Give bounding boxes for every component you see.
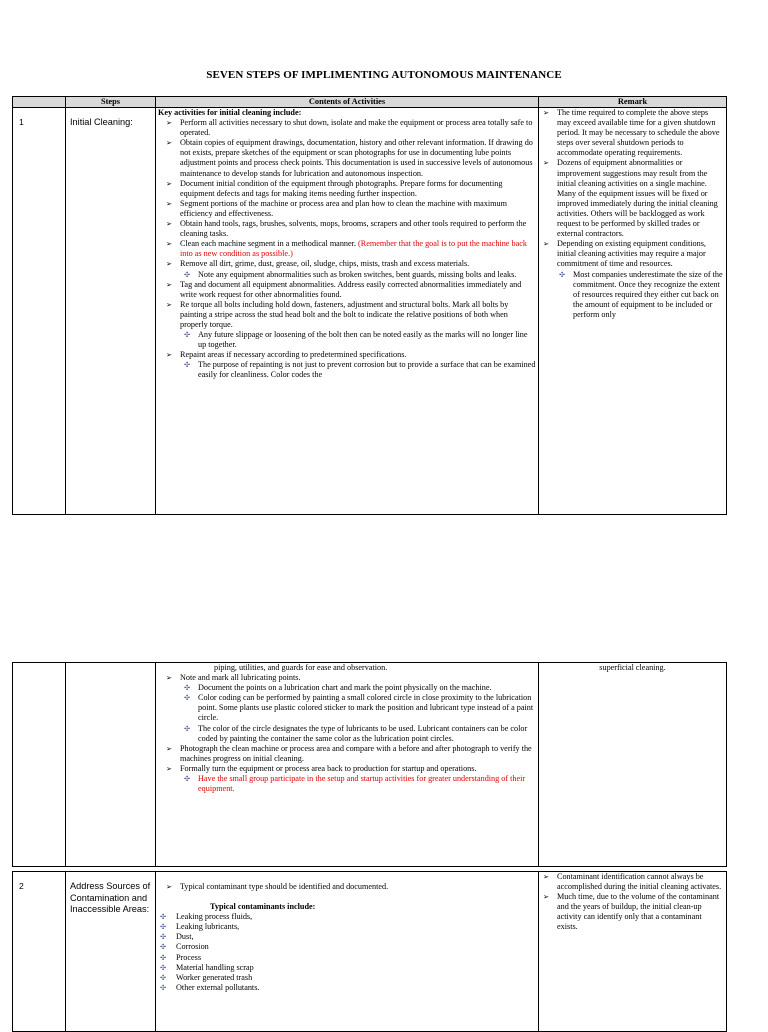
list-item <box>541 872 724 892</box>
contaminants-heading: Typical contaminants include: <box>210 902 316 912</box>
activities-lead: Key activities for initial cleaning include: <box>158 108 302 117</box>
list-item <box>158 724 536 744</box>
list-item <box>158 199 536 219</box>
list-item <box>158 350 536 360</box>
contaminant-list <box>158 912 536 993</box>
remark-cell <box>539 872 727 1032</box>
step-name: Address Sources of Contamination and Inaccessible Areas: <box>66 872 156 1032</box>
list-item-text: Most companies underestimate the size of the commitment. Once they recognize the extent of resources required they either cut back on the amount of equipment to be included or perform only <box>573 269 723 319</box>
list-item-text: Depending on existing equipment conditions, initial cleaning activities may require a major commitment of time and resources. <box>557 239 706 269</box>
list-item-text: Process <box>176 952 202 962</box>
list-item <box>158 973 536 983</box>
list-item <box>541 270 724 320</box>
list-item <box>158 280 536 300</box>
list-item <box>158 983 536 993</box>
list-item-text: Leaking process fluids, <box>176 912 253 922</box>
step-number: 2 <box>13 872 66 1032</box>
step-name: Initial Cleaning: <box>66 108 156 515</box>
list-item-text: Obtain copies of equipment drawings, documentation, history and other relevant information. If drawing do not exists, prepare sketches of the equipment or scan photographs for use in documenting lube points adjustment points and process check points. This documentation is used in successive levels of autonomous maintenance to develop stands for lubrication and autonomous inspection. <box>180 138 533 178</box>
list-item <box>158 953 536 963</box>
list-item-text: Formally turn the equipment or process area back to production for startup and operations. <box>180 763 477 773</box>
table-header-row <box>13 97 727 108</box>
activities-list <box>158 882 536 892</box>
list-item <box>158 219 536 239</box>
list-item-text: The purpose of repainting is not just to prevent corrosion but to provide a surface that can be examined easily for cleanliness. Color codes the <box>198 360 536 380</box>
list-item <box>541 108 724 158</box>
step-number <box>13 663 66 867</box>
list-item <box>158 774 536 794</box>
list-item <box>158 179 536 199</box>
list-item <box>158 118 536 138</box>
highlighted-note: (Remember that the goal is to put the machine back into as new condition as possible.) <box>180 239 527 259</box>
list-item-text: Contaminant identification cannot always be accomplished during the initial cleaning activates. <box>557 872 722 892</box>
list-item <box>158 963 536 973</box>
list-item-text: Leaking lubricants, <box>176 922 240 932</box>
list-item <box>158 138 536 178</box>
list-item <box>158 683 536 693</box>
list-item-text: Segment portions of the machine or process area and plan how to clean the machine with maximum efficiency and effectiveness. <box>180 198 507 218</box>
list-item <box>158 693 536 723</box>
activities-cell <box>156 108 539 515</box>
step-name <box>66 663 156 867</box>
activities-list <box>158 673 536 794</box>
list-item <box>158 360 536 380</box>
header-steps: Steps <box>66 97 156 108</box>
table-row <box>13 663 727 867</box>
remark-cell <box>539 108 727 515</box>
list-item-text: Dust, <box>176 932 194 942</box>
list-item-text: Material handling scrap <box>176 962 254 972</box>
activities-table-part-2 <box>12 662 727 867</box>
list-item-text: The time required to complete the above steps may exceed available time for a given shutdown period. It may be necessary to schedule the above steps over several shutdown periods to accommodate operating requirements. <box>557 108 720 158</box>
remark-list <box>541 108 724 320</box>
list-item <box>158 300 536 330</box>
table-row <box>13 108 727 515</box>
list-item <box>158 942 536 952</box>
document-title: SEVEN STEPS OF IMPLIMENTING AUTONOMOUS MAINTENANCE <box>206 69 562 81</box>
activities-cell <box>156 872 539 1032</box>
list-item-text: Corrosion <box>176 942 209 952</box>
list-item-text: Photograph the clean machine or process area and compare with a before and after photograph to verify the machines progress on initial cleaning. <box>180 743 532 763</box>
list-item-text: The color of the circle designates the type of lubricants to be used. Lubricant containers can be color coded by painting the container the same color as the lubrication point circles. <box>198 723 528 743</box>
list-item-text: Tag and document all equipment abnormalities. Address easily corrected abnormalities immediately and write work request for other abnormalities found. <box>180 279 522 299</box>
list-item <box>158 922 536 932</box>
list-item-text: Other external pollutants. <box>176 982 260 992</box>
list-item-text: Remove all dirt, grime, dust, grease, oil, sludge, chips, mists, trash and excess materials. <box>180 259 470 269</box>
list-item-text: Note any equipment abnormalities such as broken switches, bent guards, missing bolts and leaks. <box>198 269 517 279</box>
remark-cell <box>539 663 727 867</box>
list-item <box>158 330 536 350</box>
list-item <box>158 912 536 922</box>
list-item-text: Much time, due to the volume of the contaminant and the years of buildup, the initial clean-up activity can identify only that a contaminant exists. <box>557 892 720 932</box>
list-item <box>158 259 536 269</box>
remark-list <box>541 872 724 933</box>
list-item: ➢ Typical contaminant type should be identified and documented. <box>158 882 536 892</box>
table-row <box>13 872 727 1032</box>
list-item-text: Any future slippage or loosening of the bolt then can be noted easily as the marks will no longer line up together. <box>198 330 528 350</box>
continued-text: piping, utilities, and guards for ease and observation. <box>214 663 388 672</box>
activities-table-part-3 <box>12 871 727 1032</box>
list-item-text: Document initial condition of the equipment through photographs. Prepare forms for documenting equipment defects and tags for making items needing further inspection. <box>180 178 503 198</box>
list-item-text: Note and mark all lubricating points. <box>180 673 301 683</box>
header-remark: Remark <box>539 97 727 108</box>
header-blank <box>13 97 66 108</box>
activities-table-part-1 <box>12 96 727 515</box>
list-item <box>158 744 536 764</box>
list-item-text: Repaint areas if necessary according to predetermined specifications. <box>180 350 407 360</box>
highlighted-note: Have the small group participate in the setup and startup activities for greater understanding of their equipment. <box>198 774 526 794</box>
list-item-text: Clean each machine segment in a methodical manner. <box>180 239 359 249</box>
step-number: 1 <box>13 108 66 515</box>
list-item-text: Dozens of equipment abnormalities or improvement suggestions may result from the initial cleaning activities on a single machine. Many of the equipment issues will be fixed or improved immediately during the initial cleaning activities. Others will be backlogged as work request to be performed by skilled trades or external contractors. <box>557 158 718 239</box>
activities-cell <box>156 663 539 867</box>
list-item <box>158 764 536 774</box>
list-item-text: Perform all activities necessary to shut down, isolate and make the equipment or process area totally safe to operated. <box>180 118 533 138</box>
list-item-text: Document the points on a lubrication chart and mark the point physically on the machine. <box>198 683 492 693</box>
list-item <box>158 270 536 280</box>
list-item-text: Worker generated trash <box>176 972 253 982</box>
list-item-text: Color coding can be performed by painting a small colored circle in close proximity to the lubrication point. Some plants use plastic colored sticker to mark the position and lubricant type instead of a paint circle. <box>198 693 534 723</box>
remark-continued: superficial cleaning. <box>599 663 666 672</box>
list-item-text: Re torque all bolts including hold down, fasteners, adjustment and structural bolts. Mark all bolts by painting a stripe across the stud head bolt and the bolt to indicate the relative positions of both when properly torque. <box>180 299 509 329</box>
list-item <box>158 932 536 942</box>
list-item <box>541 158 724 239</box>
header-contents: Contents of Activities <box>156 97 539 108</box>
list-item <box>541 892 724 932</box>
list-item-text: Obtain hand tools, rags, brushes, solvents, mops, brooms, scrapers and other tools required to perform the cleaning tasks. <box>180 219 527 239</box>
list-item <box>158 239 536 259</box>
list-item <box>541 239 724 269</box>
list-item <box>158 673 536 683</box>
activities-list <box>158 118 536 380</box>
